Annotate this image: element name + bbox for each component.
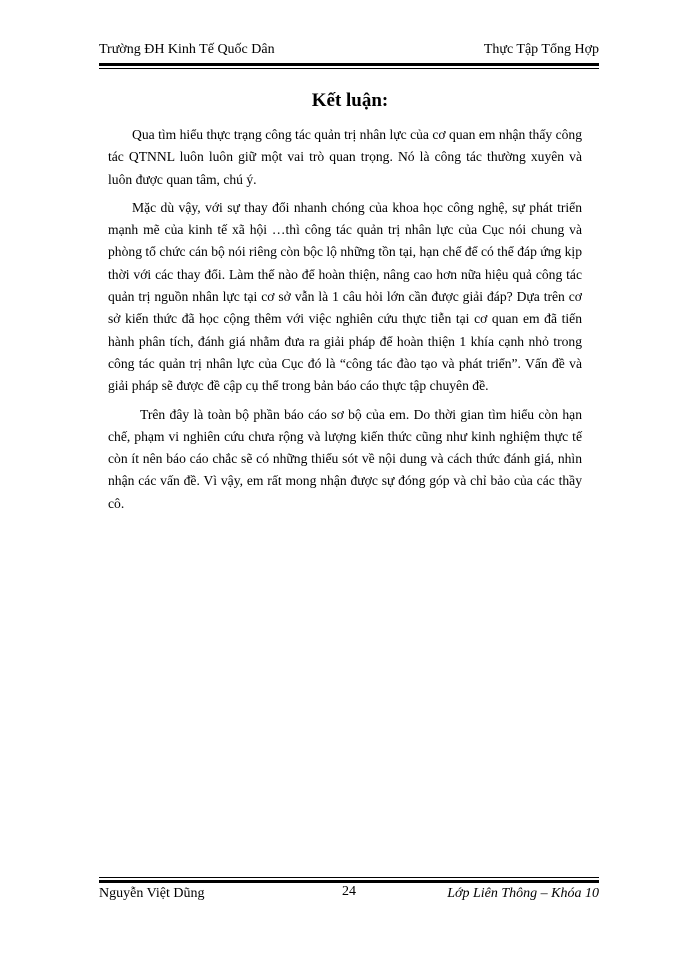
footer-class: Lớp Liên Thông – Khóa 10	[447, 886, 599, 901]
page-footer	[99, 884, 599, 904]
header-rule-thick	[99, 63, 599, 66]
footer-rule-thin	[99, 877, 599, 878]
footer-author: Nguyễn Việt Dũng	[99, 886, 205, 901]
header-course: Thực Tập Tổng Hợp	[483, 42, 599, 57]
page-header	[99, 40, 599, 60]
paragraph-2: Mặc dù vậy, với sự thay đổi nhanh chóng của khoa học công nghệ, sự phát triển mạnh mẽ của kinh tế xã hội …thì công tác quản trị nhân lực của Cục nói chung và phòng tổ chức cán bộ nói riêng còn bộc lộ những tồn tại, hạn chế để có thể đáp ứng kịp thời với các thay đổi. Làm thế nào để hoàn thiện, nâng cao hơn nữa hiệu quả công tác quản trị nguồn nhân lực tại cơ sở vẫn là 1 câu hỏi lớn cần được giải đáp? Dựa trên cơ sở kiến thức đã học cộng thêm với việc nghiên cứu thực tiễn tại cơ quan em đã tiến hành phân tích, đánh giá nhằm đưa ra giải pháp để hoàn thiện 1 khía cạnh nhỏ trong công tác quản trị nhân lực của Cục đó là “công tác đào tạo và phát triển”. Vấn đề và giải pháp sẽ được đề cập cụ thể trong bản báo cáo thực tập chuyên đề.	[108, 199, 582, 394]
page-title: Kết luận:	[311, 90, 389, 111]
header-school: Trường ĐH Kinh Tế Quốc Dân	[99, 42, 275, 57]
header-rule-thin	[99, 68, 599, 69]
page-number: 24	[342, 884, 356, 899]
paragraph-3: Trên đây là toàn bộ phần báo cáo sơ bộ của em. Do thời gian tìm hiểu còn hạn chế, phạm vi nghiên cứu chưa rộng và lượng kiến thức cũng như kinh nghiệm thực tế còn ít nên báo cáo chắc sẽ có những thiếu sót về nội dung và cách thức đánh giá, nhìn nhận các vấn đề. Vì vậy, em rất mong nhận được sự đóng góp và chỉ bảo của các thầy cô.	[108, 406, 582, 511]
paragraph-1: Qua tìm hiểu thực trạng công tác quản trị nhân lực của cơ quan em nhận thấy công tác QTNNL luôn luôn giữ một vai trò quan trọng. Nó là công tác thường xuyên và luôn được quan tâm, chú ý.	[108, 127, 582, 187]
body-text	[108, 124, 582, 515]
